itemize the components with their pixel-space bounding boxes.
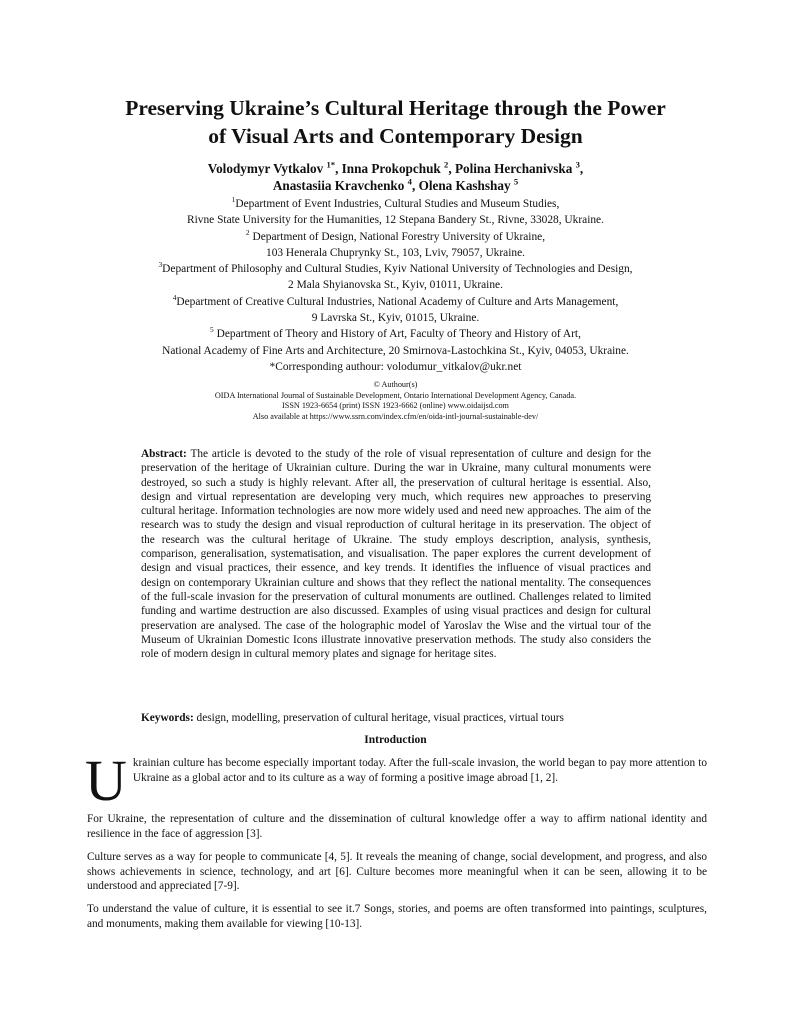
affiliation-line: Department of Event Industries, Cultural Studies and Museum Studies, (235, 198, 560, 210)
intro-paragraph-1 (85, 748, 707, 813)
affiliation-mark: 1 (231, 195, 236, 205)
title-line-2: of Visual Arts and Contemporary Design (208, 124, 583, 148)
author-name: Anastasiia Kravchenko (272, 178, 405, 193)
affiliation-1 (60, 196, 731, 229)
copyright-notice: © Authour(s) (373, 380, 418, 389)
journal-info (100, 380, 691, 422)
affiliation-5 (60, 326, 731, 359)
author-affiliation-mark: 3 (575, 159, 580, 170)
keywords-label: Keywords: (141, 712, 194, 724)
intro-paragraph-3 (87, 850, 707, 894)
affiliation-3 (60, 261, 731, 294)
affiliation-line: 103 Henerala Chuprynky St., 103, Lviv, 79057, Ukraine. (266, 246, 525, 259)
abstract-text: The article is devoted to the study of the role of visual representation of culture and design for the preservation of the heritage of Ukrainian culture. During the war in Ukraine, many cultural monuments were destroyed, so such a study is highly relevant. After all, the preservation of cultural heritage is essential. Also, design and virtual representation are developing very much, which requires new approaches to preserving cultural heritage. Information technologies are now more widely used and need new approaches. The aim of the research was to study the design and visual reproduction of cultural heritage in its preservation. The object of the research was the cultural heritage of Ukraine. The study employs description, analysis, synthesis, comparison, generalisation, systematisation, and visualisation. The paper explores the current development of design and visual practices, their essence, and key trends. It identifies the influence of visual practices and design on contemporary Ukrainian culture and shows that they reflect the national mentality. The consequences of the full-scale invasion for the preservation of cultural monuments are outlined. Challenges related to limited funding and wartime destruction are also discussed. Examples of using visual practices and design for cultural preservation are analysed. The case of the holographic model of Yaroslav the Wise and the virtual tour of the Museum of Ukrainian Domestic Icons illustrate innovative preservation methods. The study also considers the role of modern design in cultural memory plates and signage for heritage sites. (141, 448, 651, 661)
affiliation-line: Department of Creative Cultural Industries, National Academy of Culture and Arts Management, (176, 295, 619, 308)
drop-cap: U (85, 748, 127, 813)
paragraph-text: To understand the value of culture, it is essential to see it.7 Songs, stories, and poems are often transformed into paintings, sculptures, and monuments, making them available for viewing [10-13]. (87, 903, 707, 930)
affiliation-mark: 2 (245, 227, 250, 237)
author-affiliation-mark: 1* (326, 159, 336, 170)
journal-name: OIDA International Journal of Sustainable Development, Ontario International Development Agency, Canada. (214, 390, 577, 400)
affiliation-line: National Academy of Fine Arts and Architecture, 20 Smirnova-Lastochkina St., Kyiv, 04053, Ukraine. (162, 344, 629, 357)
affiliation-line: 9 Lavrska St., Kyiv, 01015, Ukraine. (311, 312, 480, 325)
affiliation-line: Department of Philosophy and Cultural Studies, Kyiv National University of Technologies and Design, (162, 263, 633, 276)
author-affiliation-mark: 4 (407, 176, 412, 187)
affiliations (60, 196, 731, 375)
author-affiliation-mark: 2 (444, 159, 449, 170)
title-line-1: Preserving Ukraine’s Cultural Heritage through the Power (125, 96, 666, 120)
keywords-text: design, modelling, preservation of cultural heritage, visual practices, virtual tours (193, 712, 564, 724)
author-affiliation-mark: 5 (513, 176, 519, 187)
affiliation-mark: 5 (210, 325, 214, 335)
paragraph-text: For Ukraine, the representation of culture and the dissemination of cultural knowledge offer a way to affirm national identity and resilience in the face of aggression [3]. (87, 813, 707, 840)
author-name: Olena Kashshay (418, 178, 511, 193)
availability-link: Also available at https://www.ssrn.com/index.cfm/en/oida-intl-journal-sustainable-dev/ (252, 411, 539, 421)
affiliation-mark: 4 (172, 292, 177, 302)
intro-paragraph-4 (87, 902, 707, 931)
author-list: Volodymyr Vytkalov $^{1*}$, Inna Prokopchuk $^2$, Polina Herchanivska $^3$, Anastasiia Kravchenko $^4$, Olena Kashshay $^5$ (207, 159, 584, 193)
affiliation-4 (60, 294, 731, 327)
affiliation-mark: 3 (158, 260, 163, 270)
affiliation-2 (60, 229, 731, 262)
affiliation-line: Department of Theory and History of Art, Faculty of Theory and History of Art, (216, 328, 581, 341)
affiliation-line: Department of Design, National Forestry University of Ukraine, (252, 230, 546, 243)
author-name: Volodymyr Vytkalov (207, 161, 324, 176)
corresponding-author: *Corresponding authour: volodumur_vitkalov@ukr.net (269, 360, 522, 373)
affiliation-line: Rivne State University for the Humanities, 12 Stepana Bandery St., Rivne, 33028, Ukraine. (187, 214, 604, 227)
affiliation-line: 2 Mala Shyianovska St., Kyiv, 01011, Ukraine. (288, 279, 503, 292)
issn-line: ISSN 1923-6654 (print) ISSN 1923-6662 (online) www.oidaijsd.com (282, 401, 509, 411)
author-name: Polina Herchanivska (454, 161, 573, 176)
intro-paragraph-2 (87, 812, 707, 841)
keywords (141, 711, 651, 725)
paragraph-text: Culture serves as a way for people to communicate [4, 5]. It reveals the meaning of change, social development, and progress, and also shows achievements in science, technology, and art [6]. Culture becomes more meaningful when it can be seen, allowing it to be understood and appreciated [7-9]. (87, 851, 707, 893)
author-name: Inna Prokopchuk (341, 161, 441, 176)
abstract (141, 447, 651, 661)
section-heading-introduction: Introduction (364, 734, 427, 746)
paragraph-text: krainian culture has become especially important today. After the full-scale invasion, the world began to pay more attention to Ukraine as a global actor and to its culture as a way of forming a positive image abroad [1, 2]. (132, 757, 707, 784)
paper-title (60, 94, 731, 150)
abstract-label: Abstract: (141, 448, 187, 460)
